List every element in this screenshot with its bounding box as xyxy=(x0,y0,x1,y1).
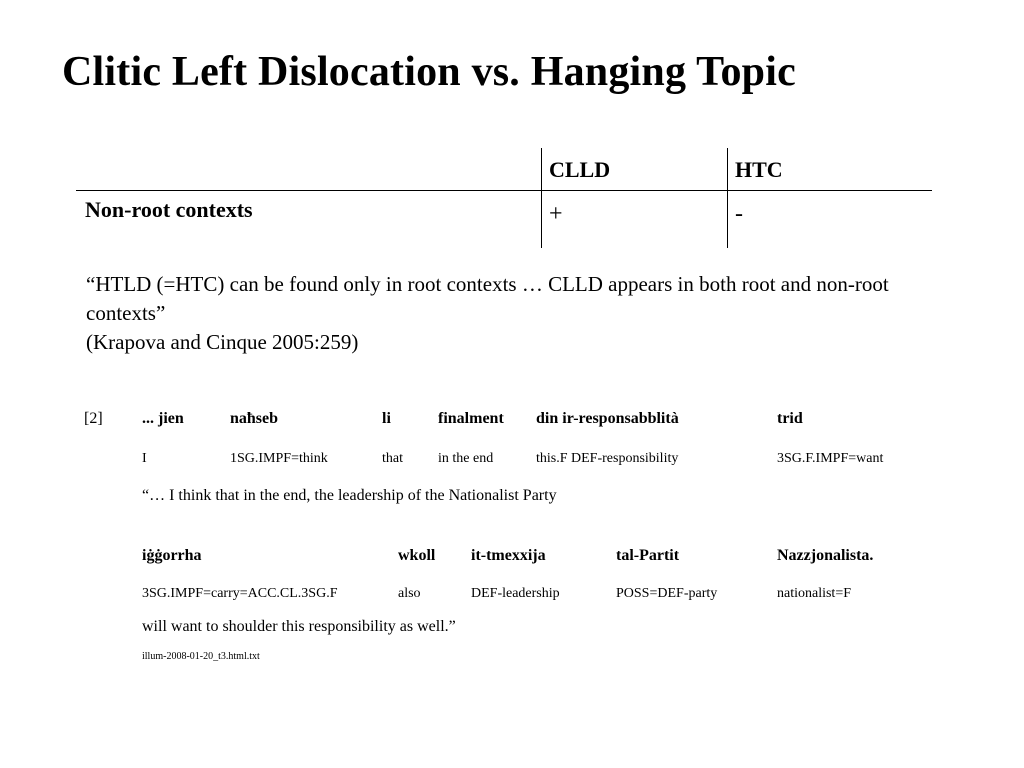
example-gloss: nationalist=F xyxy=(777,586,852,601)
cell-htc-value: - xyxy=(735,201,743,227)
example-number: [2] xyxy=(84,410,103,427)
example-word: wkoll xyxy=(398,547,436,564)
example-gloss: in the end xyxy=(438,451,494,466)
column-header-clld: CLLD xyxy=(549,157,611,182)
example-word: tal-Partit xyxy=(616,547,680,564)
quote-text: “HTLD (=HTC) can be found only in root contexts … CLLD appears in both root and non-root contexts” xyxy=(86,272,889,325)
example-gloss: I xyxy=(142,451,147,466)
example-word: finalment xyxy=(438,410,504,427)
example-gloss: also xyxy=(398,586,421,601)
row-label-non-root: Non-root contexts xyxy=(85,197,253,222)
table-header-rule xyxy=(76,190,932,191)
slide-title: Clitic Left Dislocation vs. Hanging Topic xyxy=(62,49,796,95)
example-word: it-tmexxija xyxy=(471,547,546,564)
example-gloss: POSS=DEF-party xyxy=(616,586,718,601)
example-source: illum-2008-01-20_t3.html.txt xyxy=(142,651,260,662)
cell-clld-value: + xyxy=(549,201,563,227)
example-word: trid xyxy=(777,410,803,427)
table-column-divider xyxy=(727,148,728,248)
example-word: Nazzjonalista. xyxy=(777,547,874,564)
quote-block xyxy=(86,270,946,357)
example-word: din ir-responsabblità xyxy=(536,410,679,427)
example-gloss: 3SG.F.IMPF=want xyxy=(777,451,884,466)
example-gloss: 1SG.IMPF=think xyxy=(230,451,328,466)
column-header-htc: HTC xyxy=(735,157,783,182)
example-translation: “… I think that in the end, the leadership of the Nationalist Party xyxy=(142,487,557,504)
example-word: ... jien xyxy=(142,410,184,427)
example-gloss: this.F DEF-responsibility xyxy=(536,451,679,466)
example-word: naħseb xyxy=(230,410,279,427)
comparison-table xyxy=(76,148,932,248)
table-column-divider xyxy=(541,148,542,248)
example-gloss: DEF-leadership xyxy=(471,586,560,601)
example-gloss: that xyxy=(382,451,403,466)
example-gloss: 3SG.IMPF=carry=ACC.CL.3SG.F xyxy=(142,586,338,601)
quote-citation: (Krapova and Cinque 2005:259) xyxy=(86,330,359,354)
example-word: iġġorrha xyxy=(142,547,202,564)
example-word: li xyxy=(382,410,391,427)
example-translation: will want to shoulder this responsibility as well.” xyxy=(142,618,456,635)
